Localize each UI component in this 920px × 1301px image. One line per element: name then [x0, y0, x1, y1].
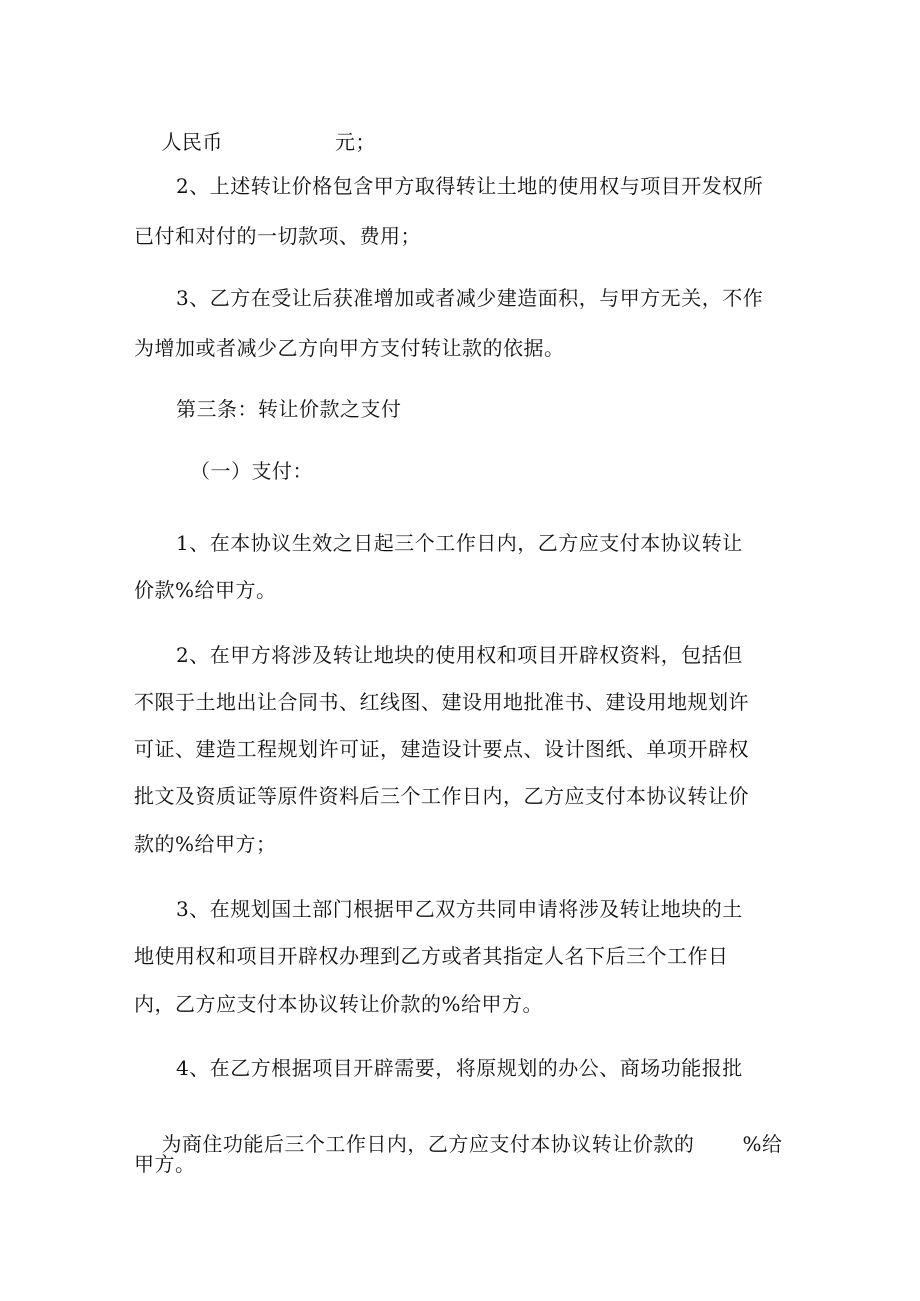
text-line: 4、在乙方根据项目开辟需要，将原规划的办公、商场功能报批 [176, 1056, 743, 1080]
text-line: 1、在本协议生效之日起三个工作日内，乙方应支付本协议转让 [176, 531, 743, 555]
text-line: 款的%给甲方； [134, 832, 277, 856]
text-line: 价款%给甲方。 [134, 578, 277, 602]
text-line: 为增加或者减少乙方向甲方支付转让款的依据。 [134, 336, 565, 360]
text-line: 已付和对付的一切款项、费用； [134, 224, 421, 248]
text-line: 地使用权和项目开辟权办理到乙方或者其指定人名下后三个工作日 [134, 944, 729, 968]
text-line: 不限于土地出让合同书、红线图、建设用地批准书、建设用地规划许 [134, 690, 749, 714]
text-line: 3、在规划国土部门根据甲乙双方共同申请将涉及转让地块的土 [176, 897, 743, 921]
text-line: 2、上述转让价格包含甲方取得转让土地的使用权与项目开发权所 [176, 174, 764, 198]
section-heading: 第三条：转让价款之支付 [176, 397, 402, 421]
text-segment: 人民币 [161, 130, 223, 154]
text-line: 内，乙方应支付本协议转让价款的%给甲方。 [134, 992, 544, 1016]
text-segment: %给 [742, 1132, 783, 1156]
text-line: 甲方。 [134, 1152, 196, 1176]
text-line: 2、在甲方将涉及转让地块的使用权和项目开辟权资料，包括但 [176, 643, 743, 667]
text-line: 3、乙方在受让后获准增加或者减少建造面积，与甲方无关，不作 [176, 286, 764, 310]
text-line: 可证、建造工程规划许可证，建造设计要点、设计图纸、单项开辟权 [134, 737, 749, 761]
text-segment: 元； [334, 130, 376, 154]
text-line-pct [134, 1102, 782, 1186]
text-line: 批文及资质证等原件资料后三个工作日内，乙方应支付本协议转让价 [134, 784, 749, 808]
subsection-heading: （一）支付： [190, 459, 313, 483]
text-segment: 为商住功能后三个工作日内，乙方应支付本协议转让价款的 [161, 1132, 695, 1156]
